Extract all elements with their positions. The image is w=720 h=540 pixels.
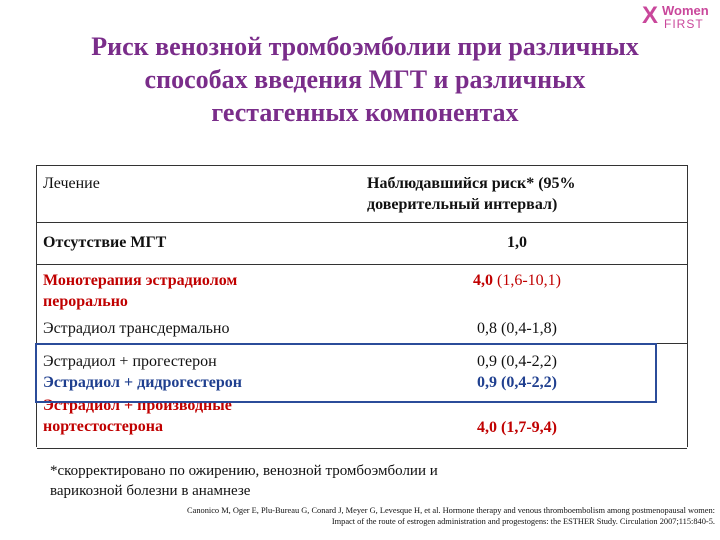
citation: [120, 505, 715, 527]
header-risk-line-1: Наблюдавшийся риск* (95%: [367, 175, 576, 192]
label-transdermal: Эстрадиол трансдермально: [43, 320, 230, 337]
table-row-estradiol-mono: [37, 264, 687, 344]
footnote: [50, 461, 438, 501]
label-norpreg-line-1: Эстрадиол + производные: [43, 397, 232, 414]
citation-line-2: Impact of the route of estrogen administration and progestogens: the ESTHER Study. Circulation 2007;115:840-5.: [331, 517, 715, 526]
value-transdermal: 0,8 (0,4-1,8): [477, 320, 557, 337]
value-norpregnane: 4,0 (1,7-9,4): [477, 419, 557, 436]
value-progesterone: 0,9 (0,4-2,2): [477, 353, 557, 370]
label-no-hrt: Отсутствие МГТ: [43, 234, 167, 251]
footnote-line-1: *скорректировано по ожирению, венозной тромбоэмболии и: [50, 463, 438, 479]
label-oral-estradiol: [43, 270, 237, 312]
footnote-line-2: варикозной болезни в анамнезе: [50, 483, 251, 499]
label-oral-line-2: перорально: [43, 293, 128, 310]
label-progesterone: Эстрадиол + прогестерон: [43, 353, 217, 370]
logo-text-first: FIRST: [664, 17, 704, 31]
label-dydrogesterone: Эстрадиол + дидрогестерон: [43, 374, 242, 391]
header-risk: [367, 173, 667, 215]
logo-text-women: Women: [662, 3, 709, 18]
title-line-3: гестагенных компонентах: [211, 98, 519, 127]
header-treatment: Лечение: [43, 175, 100, 192]
page-title: [20, 30, 710, 129]
value-oral-bold: 4,0: [473, 272, 493, 289]
citation-line-1: Canonico M, Oger E, Plu-Bureau G, Conard J, Meyer G, Levesque H, et al. Hormone therapy and venous thromboembolism among postmenopausal women:: [187, 506, 715, 515]
highlight-box: [35, 343, 657, 403]
value-oral-estradiol: [367, 270, 667, 291]
value-oral-rest: (1,6-10,1): [497, 272, 561, 289]
value-dydrogesterone: 0,9 (0,4-2,2): [477, 374, 557, 391]
header-risk-line-2: доверительный интервал): [367, 196, 558, 213]
label-norpreg-line-2: нортестостерона: [43, 418, 163, 435]
title-line-2: способах введения МГТ и различных: [144, 65, 586, 94]
table-row-no-hrt: [37, 222, 687, 265]
title-line-1: Риск венозной тромбоэмболии при различных: [91, 32, 639, 61]
value-no-hrt: 1,0: [507, 234, 527, 251]
table-header-row: [37, 165, 687, 223]
risk-table: [36, 165, 688, 447]
logo-x-icon: X: [642, 2, 659, 29]
label-oral-line-1: Монотерапия эстрадиолом: [43, 272, 238, 289]
